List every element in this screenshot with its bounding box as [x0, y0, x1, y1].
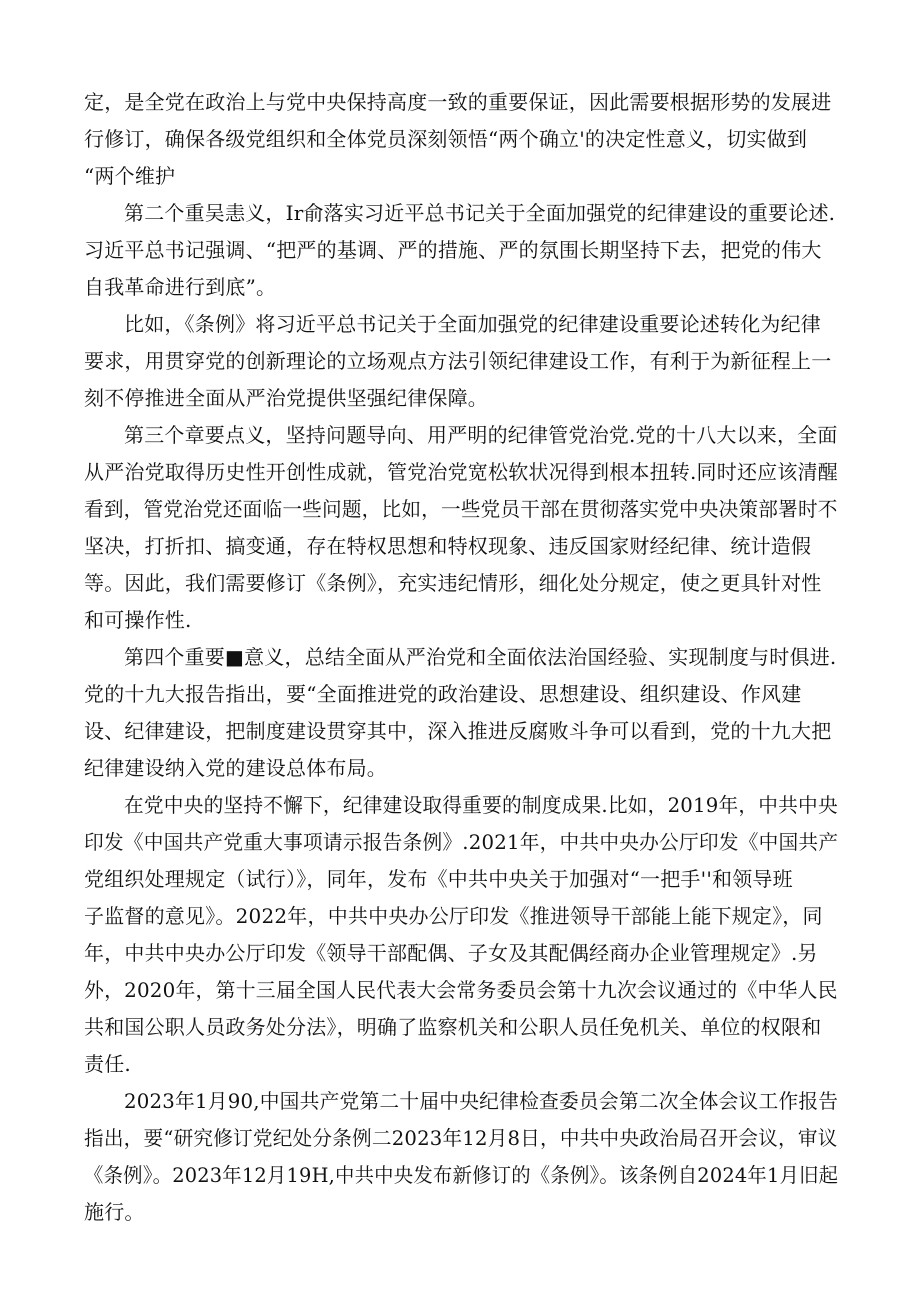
text-line: 习近平总书记强调、“把严的基调、严的措施、严的氛围长期坚持下去，把党的伟大: [84, 238, 822, 262]
text-line: 行修订，确保各级党组织和全体党员深刻领悟“两个确立'的决定性意义，切实做到: [84, 127, 808, 151]
text-line: 第三个章要点义，坚持问题导向、用严明的纪律管党治党.党的十八大以来，全面: [124, 423, 838, 447]
text-line: 责任.: [84, 1052, 131, 1076]
text-line: 《条例》。2023年12月19H,中共中央发布新修订的《条例》。该条例自2024年1月旧起: [84, 1163, 839, 1187]
text-line: 在党中央的坚持不懈下，纪律建设取得重要的制度成果.比如，2019年，中共中央: [124, 793, 838, 817]
text-line: 外，2020年，第十三届全国人民代表大会常务委员会第十九次会议通过的《中华人民: [84, 978, 838, 1002]
text-line: 从严治党取得历史性开创性成就，管党治党宽松软状况得到根本扭转.同时还应该清醒: [84, 460, 838, 484]
text-line: 第四个重要■意义，总结全面从严治党和全面依法治国经验、实现制度与时俱进.: [124, 645, 837, 669]
text-line: 看到，管党治党还面临一些问题，比如，一些党员干部在贯彻落实党中央决策部署时不: [84, 497, 838, 521]
text-line: 要求，用贯穿党的创新理论的立场观点方法引领纪律建设工作，有利于为新征程上一: [84, 349, 832, 373]
text-line: 印发《中国共产党重大事项请示报告条例》.2021年，中共中央办公厅印发《中国共产: [84, 830, 839, 854]
text-line: 年，中共中央办公厅印发《领导干部配偶、子女及其配偶经商办企业管理规定》.另: [84, 941, 818, 965]
text-line: 党的十九大报告指出，要“全面推进党的政治建设、思想建设、组织建设、作风建: [84, 682, 802, 706]
text-line: 纪律建设纳入党的建设总体布局。: [84, 756, 387, 780]
text-line: 自我革命进行到底”。: [84, 275, 277, 299]
text-line: 子监督的意见》。2022年，中共中央办公厅印发《推进领导干部能上能下规定》，同: [84, 904, 823, 928]
text-line: “两个维护: [84, 164, 176, 188]
text-line: 定，是全党在政治上与党中央保持高度一致的重要保证，因此需要根据形势的发展进: [84, 90, 832, 114]
text-line: 施行。: [84, 1200, 145, 1224]
text-line: 和可操作性.: [84, 608, 192, 632]
text-line: 党组织处理规定（试行）》，同年，发布《中共中央关于加强对“一把手''和领导班: [84, 867, 793, 891]
text-line: 刻不停推进全面从严治党提供坚强纪律保障。: [84, 386, 488, 410]
text-line: 等。因此，我们需要修订《条例》，充实违纪情形，细化处分规定，使之更具针对性: [84, 571, 822, 595]
text-line: 第二个重吴恚义，Ir俞落实习近平总书记关于全面加强党的纪律建设的重要论述.: [124, 201, 836, 225]
text-line: 共和国公职人员政务处分法》，明确了监察机关和公职人员任免机关、单位的权限和: [84, 1015, 822, 1039]
text-line: 设、纪律建设，把制度建设贯穿其中，深入推进反腐败斗争可以看到，党的十九大把: [84, 719, 832, 743]
text-line: 坚决，打折扣、搞变通，存在特权思想和特权现象、违反国家财经纪律、统计造假: [84, 534, 812, 558]
text-line: 比如，《条例》将习近平总书记关于全面加强党的纪律建设重要论述转化为纪律: [124, 312, 821, 336]
text-line: 2023年1月90,中国共产党第二十届中央纪律检查委员会第二次全体会议工作报告: [124, 1089, 839, 1113]
text-line: 指出，要“研究修订党纪处分条例二2023年12月8日，中共中央政治局召开会议，审议: [84, 1126, 838, 1150]
